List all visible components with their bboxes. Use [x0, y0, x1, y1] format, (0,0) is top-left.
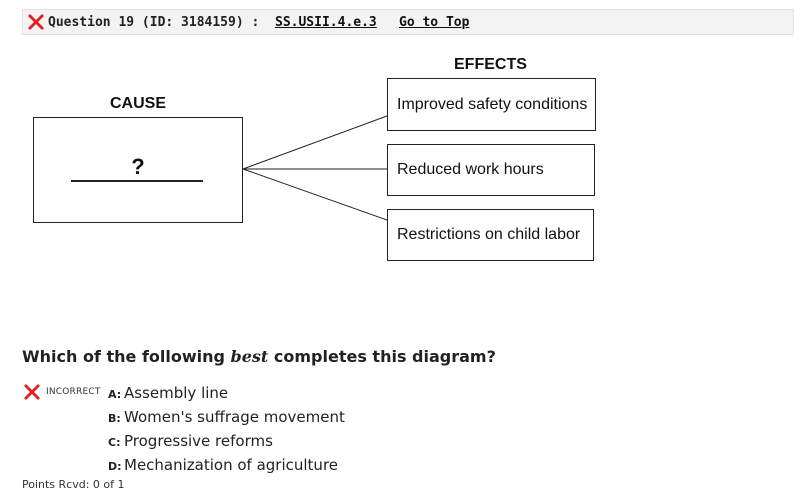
- effect-box: Improved safety conditions: [387, 78, 596, 131]
- question-label: Question 19 (ID: 3184159) :: [48, 15, 260, 30]
- standard-link[interactable]: SS.USII.4.e.3: [275, 15, 377, 30]
- answer-option-b[interactable]: [108, 407, 345, 426]
- answer-letter: B:: [108, 412, 121, 425]
- x-icon: [23, 383, 41, 401]
- answer-text: Mechanization of agriculture: [124, 456, 339, 474]
- question-text: [22, 347, 496, 366]
- answer-text: Women's suffrage movement: [124, 408, 345, 426]
- cause-placeholder: ?: [131, 154, 145, 179]
- answer-letter: D:: [108, 460, 122, 473]
- answer-text: Assembly line: [124, 384, 229, 402]
- cause-heading: CAUSE: [110, 95, 167, 112]
- go-to-top-link[interactable]: Go to Top: [399, 15, 470, 30]
- answer-option-c[interactable]: [108, 431, 273, 450]
- effects-heading: EFFECTS: [454, 56, 527, 73]
- effect-box: Reduced work hours: [387, 144, 595, 196]
- answer-option-a[interactable]: [108, 383, 228, 402]
- answer-text: Progressive reforms: [124, 432, 273, 450]
- effect-box: Restrictions on child labor: [387, 209, 594, 261]
- points-received: Points Rcvd: 0 of 1: [22, 478, 125, 491]
- answer-letter: C:: [108, 436, 121, 449]
- question-suffix: completes this diagram?: [268, 347, 496, 366]
- answer-option-d[interactable]: [108, 455, 338, 474]
- question-emphasis: best: [230, 347, 269, 366]
- question-prefix: Which of the following: [22, 347, 231, 366]
- connector-line-1: [243, 116, 387, 169]
- answer-letter: A:: [108, 388, 122, 401]
- connector-line-3: [243, 169, 387, 220]
- status-label: INCORRECT: [46, 387, 101, 397]
